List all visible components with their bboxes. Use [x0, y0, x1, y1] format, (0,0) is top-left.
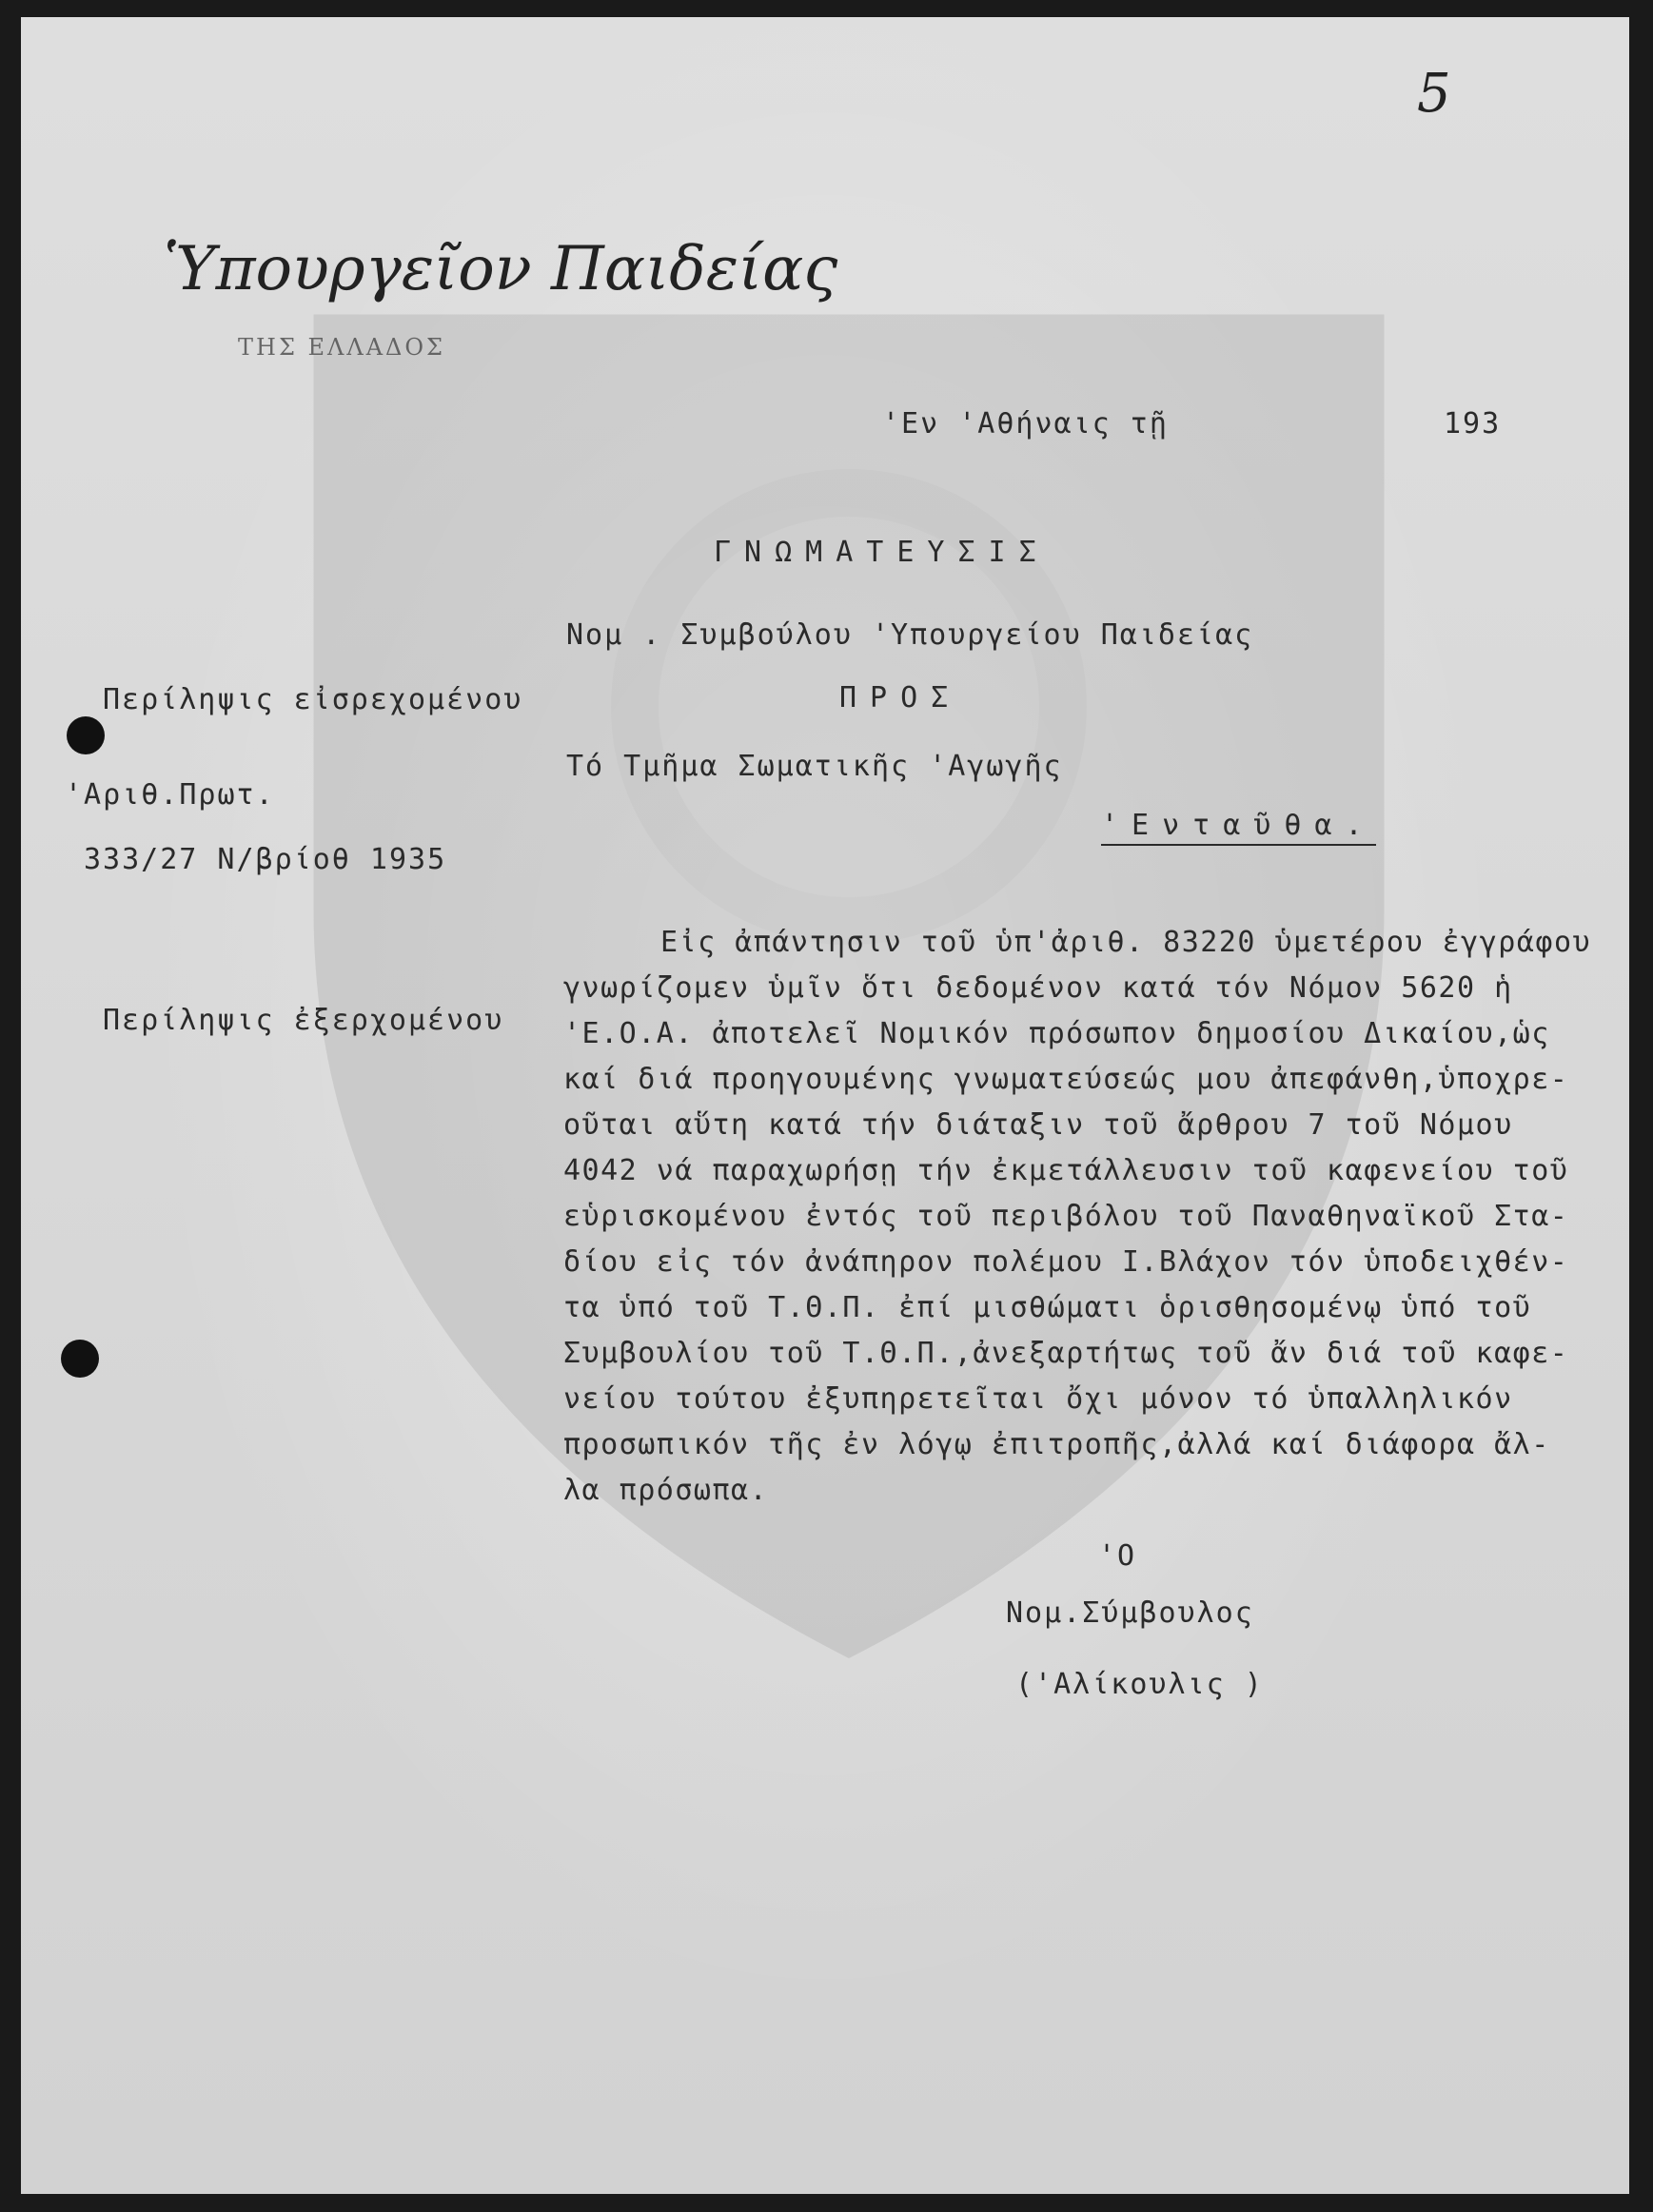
body-line: οῦται αὕτη κατά τήν διάταξιν τοῦ ἄρθρου 7 τοῦ Νόμου	[563, 1108, 1513, 1142]
margin-protocol-label: 'Αριθ.Πρωτ.	[65, 778, 275, 812]
body-line: λα πρόσωπα.	[563, 1474, 769, 1507]
body-line: τα ὑπό τοῦ Τ.Θ.Π. ἐπί μισθώματι ὁρισθησομένῳ ὑπό τοῦ	[563, 1291, 1532, 1324]
body-line: δίου εἰς τόν ἀνάπηρον πολέμου Ι.Βλάχον τόν ὑποδειχθέν-	[563, 1245, 1569, 1279]
body-line: 4042 νά παραχωρήσῃ τήν ἐκμετάλλευσιν τοῦ καφενείου τοῦ	[563, 1154, 1569, 1187]
body-line: γνωρίζομεν ὑμῖν ὅτι δεδομένον κατά τόν Νόμον 5620 ἡ	[563, 971, 1513, 1005]
location-entautha: 'Ενταῦθα.	[1101, 809, 1376, 846]
punch-hole	[61, 1340, 99, 1378]
body-line: Συμβουλίου τοῦ Τ.Θ.Π.,ἀνεξαρτήτως τοῦ ἄν διά τοῦ καφε-	[563, 1337, 1569, 1370]
recipient: Τό Τμῆμα Σωματικῆς 'Αγωγῆς	[566, 750, 1063, 783]
body-line: Εἰς ἀπάντησιν τοῦ ὑπ'ἀριθ. 83220 ὑμετέρου ἐγγράφου	[660, 926, 1592, 959]
stamp-country: ΤΗΣ ΕΛΛΑΔΟΣ	[238, 334, 446, 361]
document-title: ΓΝΩΜΑΤΕΥΣΙΣ	[714, 536, 1050, 569]
body-line: νείου τούτου ἐξυπηρετεῖται ὄχι μόνον τό ὑπαλληλικόν	[563, 1382, 1513, 1416]
margin-outgoing-label: Περίληψις ἐξερχομένου	[103, 1004, 504, 1037]
body-line: προσωπικόν τῆς ἐν λόγῳ ἐπιτροπῆς,ἀλλά καί διάφορα ἄλ-	[563, 1428, 1550, 1461]
punch-hole	[67, 716, 105, 754]
document-page	[21, 17, 1629, 2194]
year-suffix: 193	[1444, 407, 1502, 440]
body-line: καί διά προηγουμένης γνωματεύσεώς μου ἀπεφάνθη,ὑποχρε-	[563, 1063, 1569, 1096]
place-date: 'Εν 'Αθήναις τῇ	[882, 407, 1169, 440]
body-line: 'Ε.Ο.Α. ἀποτελεῖ Νομικόν πρόσωπον δημοσίου Δικαίου,ὡς	[563, 1017, 1550, 1050]
handwritten-ministry: Ὑπουργεῖον Παιδείας	[164, 234, 838, 304]
body-line: εὑρισκομένου ἐντός τοῦ περιβόλου τοῦ Παναθηναϊκοῦ Στα-	[563, 1200, 1569, 1233]
signature-title: Νομ.Σύμβουλος	[1006, 1596, 1254, 1630]
signature-name: ('Αλίκουλις )	[1015, 1668, 1264, 1701]
margin-incoming-label: Περίληψις εἰσρεχομένου	[103, 683, 523, 716]
signature-article: 'Ο	[1098, 1539, 1137, 1573]
pros-heading: ΠΡΟΣ	[839, 681, 962, 714]
shield-watermark-icon	[249, 255, 1448, 1682]
margin-protocol-value: 333/27 Ν/βρίοθ 1935	[84, 843, 447, 876]
page-number: 5	[1417, 63, 1451, 125]
sender: Νομ . Συμβούλου 'Υπουργείου Παιδείας	[566, 618, 1254, 652]
